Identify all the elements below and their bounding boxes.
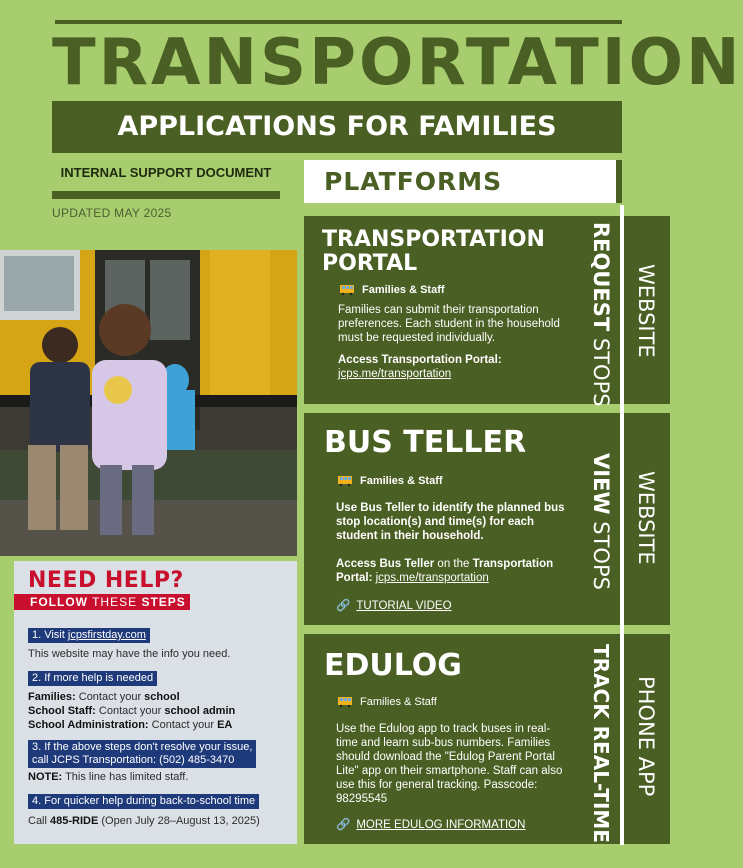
- step1-text: This website may have the info you need.: [28, 648, 231, 660]
- step3-line1: 3. If the above steps don't resolve your issue,: [32, 741, 253, 753]
- portal-link[interactable]: jcps.me/transportation: [375, 572, 489, 584]
- tutorial-row[interactable]: [324, 599, 585, 613]
- audience: [340, 284, 585, 296]
- card2-side: [585, 413, 620, 625]
- phone-app-label: PHONE APP: [634, 676, 658, 797]
- jcpsfirstday-link[interactable]: jcpsfirstday.com: [67, 629, 146, 641]
- staff-line: [28, 704, 297, 718]
- side-light: STOPS: [589, 331, 613, 407]
- bus-icon: [340, 285, 354, 295]
- card1-type: [624, 216, 670, 404]
- step1-prefix: 1. Visit: [32, 629, 68, 641]
- follow-steps-banner: [14, 594, 190, 610]
- call-number: 485-RIDE: [50, 815, 99, 827]
- bus-icon: [338, 476, 352, 486]
- internal-underline: [52, 191, 280, 199]
- follow-mid: THESE: [87, 595, 142, 609]
- card1-side: [585, 216, 620, 407]
- access-bold2: Transportation Portal:: [336, 558, 554, 584]
- access-bold1: Access Bus Teller: [336, 558, 435, 570]
- call-suffix: (Open July 28–August 13, 2025): [98, 815, 260, 827]
- request-stops-label: [589, 222, 613, 407]
- step-4: 4. For quicker help during back-to-school time: [28, 794, 259, 809]
- platforms-bar: [616, 160, 622, 203]
- page-subtitle: APPLICATIONS FOR FAMILIES: [52, 101, 622, 153]
- audience-label: Families & Staff: [360, 696, 437, 708]
- website-label: WEBSITE: [634, 471, 658, 565]
- staff-text: Contact your: [95, 705, 165, 717]
- side-bold: VIEW: [589, 453, 613, 515]
- card3-type: [624, 634, 670, 844]
- card-title: BUS TELLER: [324, 425, 527, 460]
- follow-bold1: FOLLOW: [30, 595, 88, 609]
- tutorial-video-link[interactable]: TUTORIAL VIDEO: [356, 600, 452, 612]
- view-stops-label: [589, 453, 613, 590]
- more-info-row[interactable]: [324, 818, 585, 832]
- help-title: NEED HELP?: [28, 568, 184, 593]
- step-2: 2. If more help is needed: [28, 671, 157, 686]
- website-label: WEBSITE: [634, 264, 658, 358]
- families-line: [28, 690, 297, 704]
- portal-link[interactable]: jcps.me/transportation: [338, 368, 452, 380]
- step-3: [28, 740, 256, 768]
- internal-label: INTERNAL SUPPORT DOCUMENT: [60, 165, 272, 180]
- staff-target: school admin: [164, 705, 236, 717]
- admin-line: [28, 718, 297, 732]
- card2-type: [624, 413, 670, 625]
- need-help-panel: [14, 561, 297, 844]
- card-title-line2: PORTAL: [322, 251, 418, 276]
- edulog-card: [304, 634, 585, 844]
- card-title: [322, 228, 585, 276]
- audience: [338, 475, 585, 487]
- students-bus-photo: [0, 250, 297, 556]
- card3-side: [585, 634, 620, 844]
- card-body: Use the Edulog app to track buses in real-time and learn sub-bus numbers. Families should download the "Edulog Parent Portal Lite" app on their smartphone. Staff can also use this for general tracking. Passcode: 98295545: [336, 723, 563, 805]
- link-icon: 🔗: [336, 819, 351, 831]
- note-label: NOTE:: [28, 771, 63, 783]
- side-light: STOPS: [589, 514, 613, 590]
- families-target: school: [144, 691, 180, 703]
- access-line: [324, 557, 574, 585]
- follow-bold2: STEPS: [141, 595, 186, 609]
- audience-label: Families & Staff: [362, 284, 445, 296]
- more-edulog-link[interactable]: MORE EDULOG INFORMATION: [356, 819, 526, 831]
- top-rule: [55, 20, 622, 24]
- updated-date: UPDATED MAY 2025: [52, 206, 172, 220]
- step-1: [28, 628, 150, 643]
- families-text: Contact your: [75, 691, 145, 703]
- card-body: Use Bus Teller to identify the planned bus stop location(s) and time(s) for each student in their household.: [336, 502, 565, 542]
- side-bold: REQUEST: [589, 222, 613, 332]
- admin-target: EA: [217, 719, 233, 731]
- admin-text: Contact your: [148, 719, 218, 731]
- card-body: Families can submit their transportation preferences. Each student in the household must be requested individually.: [338, 304, 560, 344]
- call-prefix: Call: [28, 815, 51, 827]
- admin-label: School Administration:: [28, 719, 149, 731]
- access-mid: on the: [434, 558, 473, 570]
- platforms-heading: PLATFORMS: [304, 160, 616, 203]
- note-line: [28, 770, 297, 784]
- card-title-line1: TRANSPORTATION: [322, 227, 545, 252]
- call-line: [28, 814, 297, 828]
- track-real-time-label: TRACK REAL-TIME: [589, 644, 613, 843]
- transportation-portal-card: [304, 216, 585, 404]
- access-label: Access Transportation Portal:: [338, 354, 502, 366]
- link-icon: 🔗: [336, 600, 351, 612]
- audience: [338, 696, 585, 708]
- card-title: EDULOG: [324, 648, 462, 683]
- staff-label: School Staff:: [28, 705, 96, 717]
- bus-icon: [338, 697, 352, 707]
- bus-teller-card: [304, 413, 585, 625]
- note-text: This line has limited staff.: [62, 771, 189, 783]
- audience-label: Families & Staff: [360, 475, 443, 487]
- step3-line2: call JCPS Transportation: (502) 485-3470: [32, 754, 235, 766]
- families-label: Families:: [28, 691, 76, 703]
- page-title: TRANSPORTATION: [52, 26, 743, 100]
